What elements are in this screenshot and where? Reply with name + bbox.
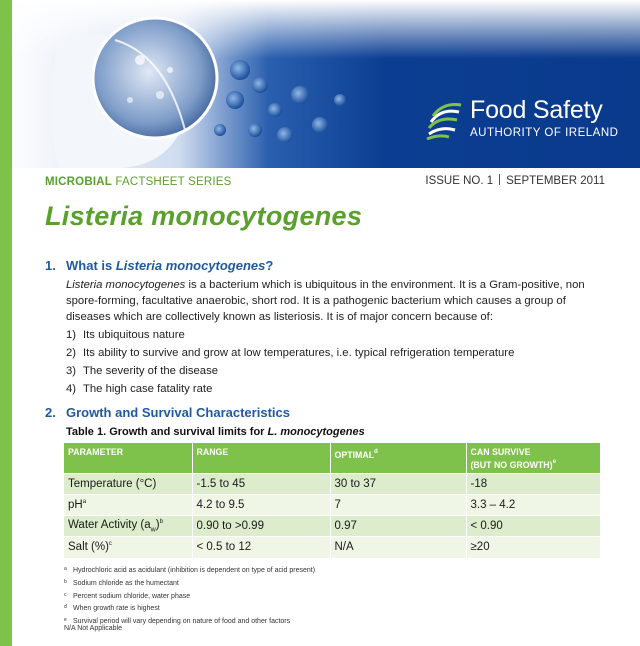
table-row: [64, 537, 600, 558]
table-row: [64, 474, 600, 495]
cell-survive: < 0.90: [466, 516, 600, 537]
cell-optimal: 30 to 37: [330, 474, 466, 495]
page-title: Listeria monocytogenes: [45, 201, 363, 231]
header-optimal: OPTIMAL$^d$: [330, 443, 466, 474]
cell-range: -1.5 to 45: [192, 474, 330, 495]
cell-parameter: Temperature (°C): [64, 474, 192, 495]
cell-parameter: Salt (%)$^c$: [64, 537, 192, 558]
list-item: 1) Its ubiquitous nature: [66, 329, 185, 341]
table-row: [64, 516, 600, 537]
na-note: N/A Not Applicable: [64, 625, 122, 632]
growth-limits-table: [64, 443, 600, 558]
header-range: RANGE: [192, 443, 330, 474]
table-caption: Table 1. Growth and survival limits for L. monocytogenes: [66, 426, 365, 438]
cell-range: 4.2 to 9.5: [192, 495, 330, 516]
cell-survive: ≥20: [466, 537, 600, 558]
logo-title: Food Safety: [470, 96, 603, 124]
cell-range: < 0.5 to 12: [192, 537, 330, 558]
table-row: [64, 495, 600, 516]
table-header-row: [64, 443, 600, 474]
cell-range: 0.90 to >0.99: [192, 516, 330, 537]
header-can-survive: CAN SURVIVE (BUT NO GROWTH)$^e$: [466, 443, 600, 474]
logo-swirl-icon: [425, 98, 465, 140]
header-parameter: PARAMETER: [64, 443, 192, 474]
cell-parameter: Water Activity $(a_w)^b$: [64, 516, 192, 537]
issue-divider: [499, 174, 500, 185]
footnote: e Survival period will vary depending on nature of food and other factors: [64, 617, 291, 626]
footnote: c Percent sodium chloride, water phase: [64, 591, 191, 600]
issue-date: SEPTEMBER 2011: [506, 175, 605, 187]
logo-subtitle: AUTHORITY OF IRELAND: [470, 127, 619, 139]
header-banner: [0, 0, 640, 168]
footnote: a Hydrochloric acid as acidulant (inhibition is dependent on type of acid present): [64, 566, 316, 574]
footnote: b Sodium chloride as the humectant: [64, 578, 179, 587]
green-side-bar: [0, 0, 12, 646]
issue-number: ISSUE NO. 1: [425, 175, 494, 187]
cell-survive: 3.3 – 4.2: [466, 495, 600, 516]
cell-optimal: 0.97: [330, 516, 466, 537]
section-2-heading: 2. Growth and Survival Characteristics: [45, 405, 290, 420]
issue-info: [425, 174, 605, 187]
cell-optimal: 7: [330, 495, 466, 516]
series-label: MICROBIAL FACTSHEET SERIES: [45, 176, 232, 188]
list-item: 3) The severity of the disease: [66, 365, 219, 377]
section-1-paragraph: Listeria monocytogenes is a bacterium which is ubiquitous in the environment. It is a Gram-positive, non spore-forming, facultative anaerobic, short rod. It is a pathogenic bacterium which causes a group of diseases which are collectively known as listeriosis. It is of major concern because of:: [66, 279, 585, 323]
cell-optimal: N/A: [330, 537, 466, 558]
footnote: d When growth rate is highest: [64, 604, 160, 613]
fsai-logo: [425, 96, 625, 146]
concern-list: [66, 326, 606, 398]
list-item: 2) Its ability to survive and grow at low temperatures, i.e. typical refrigeration temperature: [66, 347, 515, 359]
list-item: 4) The high case fatality rate: [66, 383, 213, 395]
cell-parameter: $pH^a$: [64, 495, 192, 516]
cell-survive: -18: [466, 474, 600, 495]
footnotes: [64, 563, 315, 627]
section-1-heading: 1. What is Listeria monocytogenes?: [45, 258, 274, 273]
